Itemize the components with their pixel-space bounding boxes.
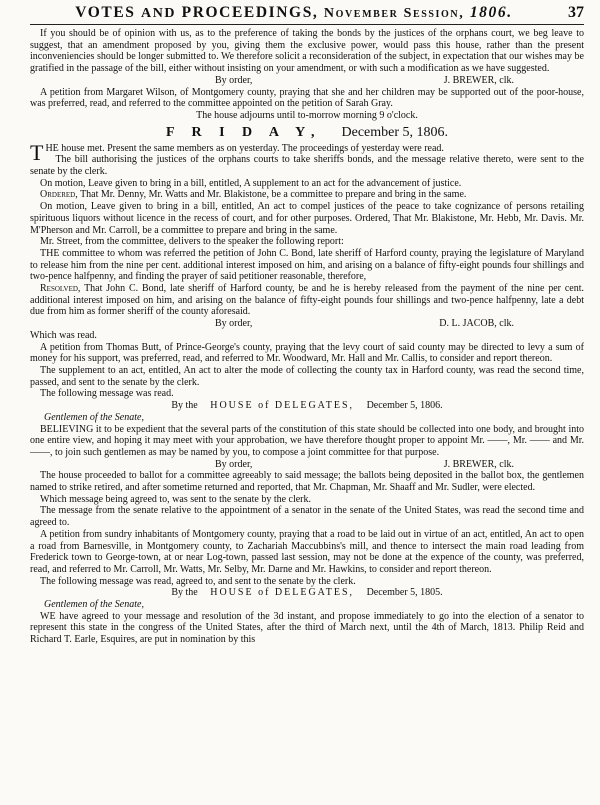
paragraph: A petition from Thomas Butt, of Prince-George's county, praying that the levy court of said county may be directed to levy a sum of money for his support, was preferred, read, and referred to Mr. Woodward, Mr. Hall and Mr. Callis, to consider and report thereon. (30, 341, 584, 365)
adjourn-line: The house adjourns until to-morrow morning 9 o'clock. (196, 109, 418, 121)
by-the: By the (171, 587, 198, 599)
clerk-name: D. L. JACOB, clk. (439, 318, 514, 330)
paragraph: THE committee to whom was referred the petition of John C. Bond, late sheriff of Harford county, praying the legislature of Maryland to release him from the nine per cent. additional interest imposed on him, and arising on a balance of fifty-eight pounds four shillings and two-pence halfpenny, and finding the prayer of said petitioner reasonable, therefore, (30, 247, 584, 283)
house-line (30, 400, 584, 412)
paragraph: The following message was read, agreed to, and sent to the senate by the clerk. (40, 575, 356, 587)
paragraph-text: That John C. Bond, late sheriff of Harford county, be and he is hereby released from the payment of the nine per cent. additional interest imposed on him, and arising on the balance of fifty-eight pounds four shillings and two-pence halfpenny, late a debt due from him as former sheriff of the county aforesaid. (30, 283, 584, 318)
by-order: By order, (215, 318, 253, 330)
paragraph (30, 189, 584, 201)
signature-block (30, 75, 584, 87)
title-year: 1806. (469, 4, 513, 21)
message-date: December 5, 1805. (366, 587, 443, 599)
salutation: Gentlemen of the Senate, (44, 599, 144, 611)
day-date: December 5, 1806. (341, 124, 449, 140)
message-body: BELIEVING it to be expedient that the several parts of the constitution of this state should be collected into one body, and brought into one entire view, and hoping it may meet with your approbation, we have therefore thought proper to appoint Mr. ——, Mr. —— and Mr. ——, to join such gentlemen as may be named by you, to compose a joint committee for that purpose. (30, 423, 584, 458)
lead-phrase: On motion, (40, 177, 86, 189)
paragraph-text: Leave given to bring in a bill, entitled, A supplement to an act for the advancement of justice. (88, 177, 462, 189)
paragraph: Which message being agreed to, was sent to the senate by the clerk. (40, 493, 312, 505)
running-title (30, 4, 558, 22)
paragraph: Mr. Street, from the committee, delivers to the speaker the following report: (40, 236, 344, 248)
message-body: WE have agreed to your message and resolution of the 3d instant, and propose immediately to go into the election of a senator to represent this state in the congress of the United States, after the third of March next, until the 4th of March, 1813. Philip Reid and Richard T. Earle, Esquires, are put in nomination by this (30, 610, 584, 646)
paragraph: The house proceeded to ballot for a committee agreeably to said message; the ballots being deposited in the ballot box, the gentlemen named to strike retired, and after sometime returned and reported, that Mr. Chapman, Mr. Shaaff and Mr. Sudler, were elected. (30, 470, 584, 494)
by-order: By order, (215, 74, 253, 86)
house-name: HOUSE of DELEGATES, (210, 400, 355, 412)
lead-phrase: On motion, (40, 201, 87, 213)
house-name: HOUSE of DELEGATES, (210, 587, 355, 599)
title-and: AND (141, 6, 177, 21)
paragraph (30, 178, 584, 190)
page-header (30, 4, 584, 25)
lead-phrase: Resolved, (40, 283, 81, 295)
signature-block (30, 318, 584, 330)
page-number: 37 (568, 4, 584, 21)
paragraph: The supplement to an act, entitled, An act to alter the mode of collecting the county tax in Harford county, was read the second time, passed, and sent to the senate by the clerk. (30, 364, 584, 388)
title-proceedings: PROCEEDINGS, (181, 4, 319, 21)
paragraph (30, 139, 584, 165)
paragraph: A petition from sundry inhabitants of Montgomery county, praying that a road to be laid out in virtue of an act, entitled, An act to open a road from Barnesville, in Montgomery county, to Zachariah Maccubbins's mill, and thence to intersect the main road leading from Frederick town to George-town, at or near Log-town, passed last session, may not be done at the expence of the county, was preferred, read, and referred to Mr. Carroll, Mr. Watts, Mr. Selby, Mr. Darne and Mr. Hawkins, to consider and report thereon. (30, 528, 584, 575)
day-heading (30, 125, 584, 141)
paragraph: A petition from Margaret Wilson, of Montgomery county, praying that she and her children may be supported out of the poor-house, was preferred, read, and referred to the committee appointed on the petition of Sarah Gray. (30, 86, 584, 110)
paragraph: The message from the senate relative to the appointment of a senator in the senate of the United States, was read the second time and agreed to. (30, 505, 584, 529)
paragraph: If you should be of opinion with us, as to the preference of taking the bonds by the justices of the orphans court, we beg leave to suggest, that an amendment proposed by you, giving them the exclusive power, would pass this house, rather than the present inconveniencies should be longer submitted to. We therefore solicit a reconsideration of the subject, in expectation that our wishes may be gratified in the passage of the bill, either without insisting on your amendment, or with such a modification as we have suggested. (30, 28, 584, 75)
paragraph: Which was read. (30, 329, 97, 341)
clerk-name: J. BREWER, clk. (443, 458, 514, 470)
clerk-name: J. BREWER, clk. (443, 74, 514, 86)
paragraph-text: HE house met. Present the same members as on yesterday. The proceedings of yesterday were read. (45, 142, 444, 154)
weekday: F R I D A Y, (165, 124, 322, 140)
paragraph: The bill authorising the justices of the orphans courts to take sheriffs bonds, and the message relative thereto, were sent to the senate by the clerk. (30, 154, 584, 178)
signature-block (30, 459, 584, 471)
title-session: November Session, (323, 6, 465, 21)
salutation: Gentlemen of the Senate, (44, 411, 144, 423)
house-line (30, 587, 584, 599)
paragraph-text: That Mr. Denny, Mr. Watts and Mr. Blakistone, be a committee to prepare and bring in the same. (80, 189, 467, 201)
paragraph (30, 201, 584, 236)
lead-phrase: Ordered, (40, 189, 78, 201)
title-votes: VOTES (75, 4, 136, 21)
paragraph (30, 283, 584, 318)
by-order: By order, (215, 458, 253, 470)
drop-cap: T (30, 139, 44, 165)
message-date: December 5, 1806. (366, 400, 443, 412)
paragraph: The following message was read. (40, 388, 174, 400)
paragraph-text: Leave given to bring in a bill, entitled, An act to compel justices of the peace to take cognizance of persons retailing spirituous liquors without licence in the recess of court, and for other purposes. Ordered, That Mr. Blakistone, Mr. Hebb, Mr. Davis. Mr. M'Pherson and Mr. Carroll, be a committee to prepare and bring in the same. (30, 201, 584, 236)
by-the: By the (171, 400, 198, 412)
